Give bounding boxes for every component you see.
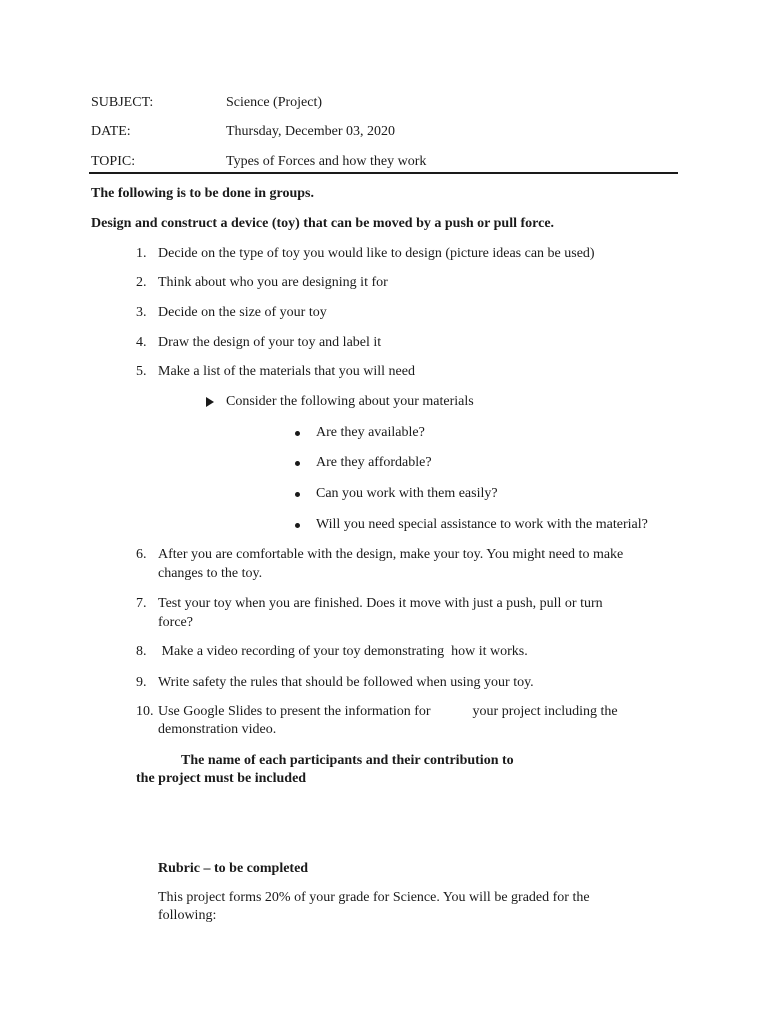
arrow-bullet-icon: [206, 397, 214, 407]
step-text-line: Use Google Slides to present the information for your project including the: [158, 704, 618, 719]
step-number: 2.: [136, 275, 147, 290]
bullet-dot-icon: [295, 523, 300, 528]
rubric-heading: Rubric – to be completed: [158, 861, 309, 876]
date-label: DATE:: [91, 124, 131, 139]
step-text: Think about who you are designing it for: [158, 275, 388, 290]
step-text-line: After you are comfortable with the design, make your toy. You might need to make: [158, 547, 624, 562]
materials-bullet: Will you need special assistance to work with the material?: [316, 517, 648, 532]
step-text-line: Test your toy when you are finished. Does it move with just a push, pull or turn: [158, 596, 603, 611]
step-text: Draw the design of your toy and label it: [158, 335, 382, 350]
bullet-dot-icon: [295, 492, 300, 497]
bullet-dot-icon: [295, 431, 300, 436]
participants-note-continued: the project must be included: [136, 771, 307, 786]
bullet-dot-icon: [295, 461, 300, 466]
step-number: 4.: [136, 335, 147, 350]
step-number: 9.: [136, 675, 147, 690]
step-number: 5.: [136, 364, 147, 379]
participants-note: The name of each participants and their contribution to: [181, 753, 514, 768]
step-text-line: force?: [158, 615, 193, 630]
design-instruction: Design and construct a device (toy) that can be moved by a push or pull force.: [91, 216, 555, 231]
step-number: 3.: [136, 305, 147, 320]
subject-label: SUBJECT:: [91, 95, 154, 110]
step-number: 8.: [136, 644, 147, 659]
step-number: 1.: [136, 246, 147, 261]
step-text: Decide on the size of your toy: [158, 305, 327, 320]
step-text-line: Write safety the rules that should be followed when using your toy.: [158, 675, 534, 690]
materials-bullet: Are they available?: [316, 425, 425, 440]
step-number: 10.: [136, 704, 154, 719]
step-text: Decide on the type of toy you would like to design (picture ideas can be used): [158, 246, 595, 261]
materials-bullet: Can you work with them easily?: [316, 486, 498, 501]
groups-instruction: The following is to be done in groups.: [91, 186, 315, 201]
topic-label: TOPIC:: [91, 154, 136, 169]
step-text-line: changes to the toy.: [158, 566, 263, 581]
step-text: Make a list of the materials that you will need: [158, 364, 415, 379]
materials-heading: Consider the following about your materials: [226, 394, 474, 409]
rubric-text-continued: following:: [158, 908, 217, 923]
date-value: Thursday, December 03, 2020: [226, 124, 395, 139]
materials-bullet: Are they affordable?: [316, 455, 432, 470]
rubric-text: This project forms 20% of your grade for Science. You will be graded for the: [158, 890, 590, 905]
step-text-line: demonstration video.: [158, 722, 277, 737]
step-number: 7.: [136, 596, 147, 611]
step-number: 6.: [136, 547, 147, 562]
topic-value: Types of Forces and how they work: [226, 154, 427, 169]
header-divider: [89, 172, 678, 174]
subject-value: Science (Project): [226, 95, 323, 110]
step-text-line: Make a video recording of your toy demonstrating how it works.: [158, 644, 528, 659]
